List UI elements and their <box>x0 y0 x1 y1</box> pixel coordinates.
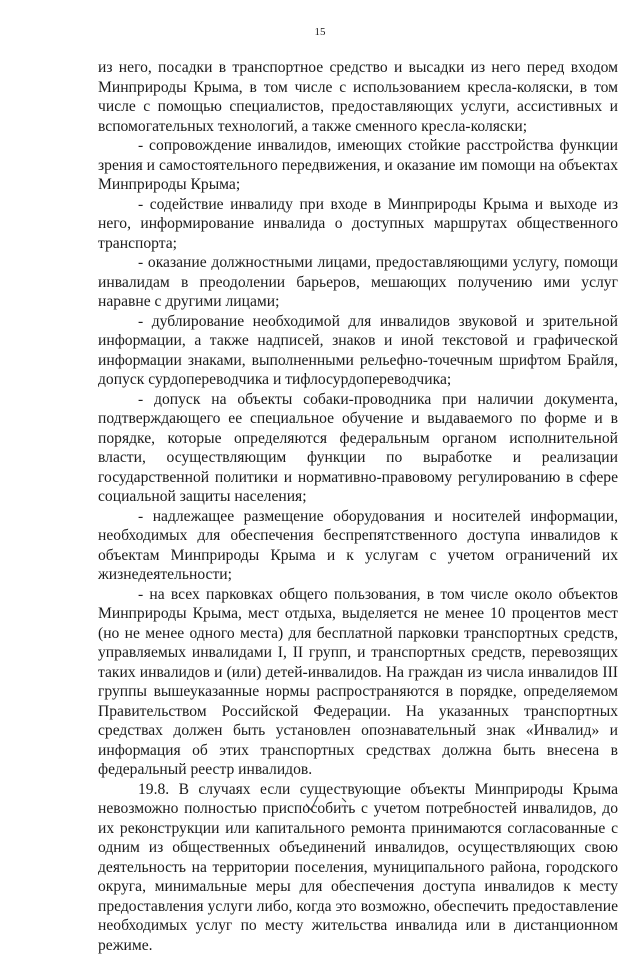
list-item-guide-dog: - допуск на объекты собаки-проводника при наличии документа, подтверждающего ее специальное обучение и выдаваемого по форме и в порядке, которые определяются федеральным органом исполнительной власти, осуществляющим функции по выработке и реализации государственной политики и нормативно-правовому регулированию в сфере социальной защиты населения; <box>98 390 618 507</box>
section-19-8: 19.8. В случаях если существующие объекты Минприроды Крыма невозможно полностью приспособить с учетом потребностей инвалидов, до их реконструкции или капитального ремонта принимаются согласованные с одним из общественных объединений инвалидов, осуществляющих свою деятельность на территории поселения, муниципального района, городского округа, минимальные меры для обеспечения доступа инвалидов к месту предоставления услуги либо, когда это возможно, обеспечить предоставление необходимых услуг по месту жительства инвалида или в дистанционном режиме. <box>98 780 618 955</box>
list-item-barrier-help: - оказание должностными лицами, предоставляющими услугу, помощи инвалидам в преодолении барьеров, мешающих получению ими услуг наравне с другими лицами; <box>98 253 618 312</box>
document-body <box>98 58 618 955</box>
paragraph-continuation: из него, посадки в транспортное средство и высадки из него перед входом Минприроды Крыма, в том числе с использованием кресла-коляски, в том числе с помощью специалистов, предоставляющих услуги, ассистивных и вспомогательных технологий, а также сменного кресла-коляски; <box>98 58 618 136</box>
page-number: 15 <box>0 26 640 38</box>
list-item-entry-assistance: - содействие инвалиду при входе в Минприроды Крыма и выходе из него, информирование инвалида о доступных маршрутах общественного транспорта; <box>98 195 618 254</box>
list-item-information-duplication: - дублирование необходимой для инвалидов звуковой и зрительной информации, а также надписей, знаков и иной текстовой и графической информации знаками, выполненными рельефно-точечным шрифтом Брайля, допуск сурдопереводчика и тифлосурдопереводчика; <box>98 312 618 390</box>
list-item-escort: - сопровождение инвалидов, имеющих стойкие расстройства функции зрения и самостоятельного передвижения, и оказание им помощи на объектах Минприроды Крыма; <box>98 136 618 195</box>
list-item-parking: - на всех парковках общего пользования, в том числе около объектов Минприроды Крыма, мест отдыха, выделяется не менее 10 процентов мест (но не менее одного места) для бесплатной парковки транспортных средств, управляемых инвалидами I, II групп, и транспортных средств, перевозящих таких инвалидов и (или) детей-инвалидов. На граждан из числа инвалидов III группы вышеуказанные нормы распространяются в порядке, определяемом Правительством Российской Федерации. На указанных транспортных средствах должен быть установлен опознавательный знак «Инвалид» и информация об этих транспортных средствах должна быть внесена в федеральный реестр инвалидов. <box>98 585 618 780</box>
list-item-equipment-placement: - надлежащее размещение оборудования и носителей информации, необходимых для обеспечения беспрепятственного доступа инвалидов к объектам Минприроды Крыма и к услугам с учетом ограничений их жизнедеятельности; <box>98 507 618 585</box>
